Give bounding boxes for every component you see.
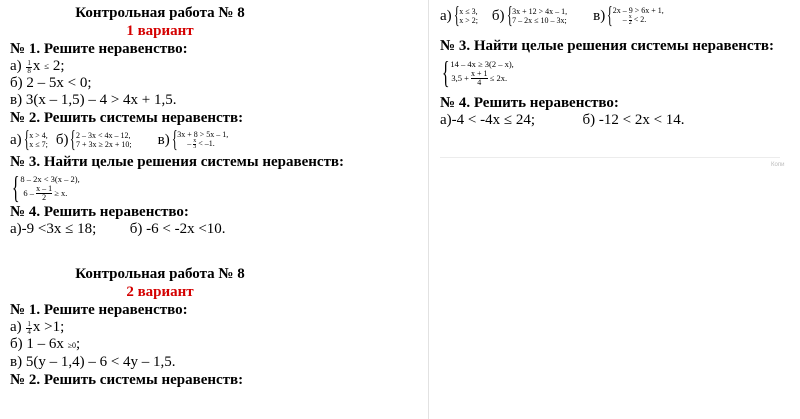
- brace-icon: {: [453, 3, 460, 29]
- v2-task2-c-system: [606, 4, 664, 28]
- v1-task1-a-var: x: [32, 58, 41, 74]
- right-column: [440, 4, 795, 129]
- v2-task1-b: [10, 336, 420, 354]
- v1-task1-b: б) 2 – 5x < 0;: [10, 75, 92, 91]
- v2-task2-b-row2: 7 – 2x ≤ 10 – 3x;: [512, 16, 567, 25]
- v1-task4-heading: № 4. Решить неравенство:: [10, 204, 189, 220]
- v2-task4-heading: № 4. Решить неравенство:: [440, 95, 619, 111]
- v1-task1-a-fraction: [26, 60, 32, 75]
- v2-task2-b-row1: 3x + 12 > 4x – 1,: [512, 7, 568, 16]
- v1-task2-systems: [10, 127, 420, 153]
- v1-task2-b-row1: 2 – 3x < 4x – 12,: [75, 131, 131, 140]
- v2-task1-c: в) 5(y – 1,4) – 6 < 4y – 1,5.: [10, 354, 176, 370]
- frac-denominator: 4: [477, 77, 482, 87]
- expr-prefix: 3,5 +: [451, 72, 469, 83]
- v1-task2-c-row2: [177, 139, 228, 150]
- v2-task1-b-symbol: ≥0: [67, 341, 77, 350]
- v2-task3-heading: № 3. Найти целые решения системы неравенств:: [440, 38, 775, 54]
- frac-denominator: 2: [42, 192, 47, 202]
- v2-task3-row1: 14 – 4x ≥ 3(2 – x),: [450, 58, 514, 69]
- v1-task3-system: [10, 171, 80, 203]
- frac-denominator: 8: [27, 67, 31, 75]
- v2-task3-fraction: [471, 70, 488, 87]
- v2-task2-b-label: б): [491, 7, 505, 24]
- brace-icon: {: [607, 3, 613, 29]
- brace-icon: {: [171, 127, 178, 153]
- v1-task4-a: а)-9 <3x ≤ 18;: [10, 221, 97, 237]
- v2-task1-a: [10, 319, 420, 336]
- v1-task1-a: [10, 58, 420, 75]
- v2-task2-b-system: [506, 4, 568, 28]
- v1-task1-a-rest: 2;: [52, 58, 65, 74]
- v1-task3-fraction: [36, 185, 52, 202]
- v2-task3-system: [440, 56, 514, 88]
- v1-variant-label: 1 вариант: [126, 23, 194, 39]
- v2-task1-b-post: ;: [76, 336, 81, 352]
- v2-variant-label: 2 вариант: [126, 284, 194, 300]
- inequality-rest: ≥ x.: [54, 187, 68, 198]
- minus-sign: –: [622, 15, 627, 24]
- v1-task3-row1: 8 – 2x < 3(x – 2),: [20, 173, 80, 184]
- expr-prefix: 6 –: [23, 187, 34, 198]
- frac-numerator: x + 1: [471, 68, 488, 78]
- v2-task2-a-label: а): [440, 7, 452, 24]
- v2-task3-row2: [450, 70, 513, 87]
- right-column-divider: [440, 157, 780, 158]
- brace-icon: {: [23, 127, 30, 153]
- v2-task1-heading: № 1. Решите неравенство:: [10, 302, 188, 318]
- frac-numerator: 1: [27, 59, 31, 67]
- v2-task4-line: [440, 112, 795, 129]
- v2-task2-c-label: в): [593, 7, 606, 24]
- inequality-rest: ≤ 2x.: [489, 72, 508, 83]
- v2-task1-a-fraction: [26, 321, 32, 336]
- column-divider: [428, 0, 429, 419]
- v1-task2-a-system: [23, 128, 48, 152]
- v2-task2-a-row2: x > 2;: [459, 16, 478, 25]
- inequality-rest: < –1.: [198, 139, 215, 148]
- frac-denominator: 3: [193, 144, 197, 150]
- v1-task3-heading: № 3. Найти целые решения системы неравенств:: [10, 154, 345, 170]
- v2-task2-c-row1: 2x – 9 > 6x + 1,: [612, 6, 664, 15]
- frac-denominator: 2: [628, 20, 632, 26]
- v1-task1-heading: № 1. Решите неравенство:: [10, 41, 188, 57]
- v1-task2-a-label: а): [10, 131, 22, 148]
- brace-icon: {: [11, 169, 20, 205]
- frac-denominator: 4: [27, 328, 31, 336]
- v1-task2-a-row1: x > 4,: [29, 131, 48, 140]
- v2-task3-system-line: [440, 55, 795, 89]
- v1-task4-line: [10, 221, 420, 238]
- v2-task4-b: б) -12 < 2x < 14.: [582, 112, 685, 128]
- v1-task4-b: б) -6 < -2x <10.: [129, 221, 226, 237]
- v2-task1-a-rest: x >1;: [32, 319, 65, 335]
- frac-numerator: x – 1: [36, 183, 53, 193]
- v2-task1-a-prefix: а): [10, 319, 22, 335]
- v1-title: Контрольная работа № 8: [75, 5, 245, 21]
- v2-title: Контрольная работа № 8: [75, 266, 245, 282]
- v1-task2-c-fraction: [193, 139, 196, 150]
- minus-sign: –: [187, 139, 192, 148]
- v1-task2-b-row2: 7 + 3x ≥ 2x + 10;: [75, 140, 132, 149]
- frac-numerator: x: [193, 138, 197, 144]
- v1-task2-a-row2: x ≤ 7;: [29, 140, 48, 149]
- inequality-rest: < 2.: [633, 15, 647, 24]
- brace-icon: {: [70, 127, 77, 153]
- v1-task3-row2: [20, 185, 79, 202]
- v2-task2-heading: № 2. Решить системы неравенств:: [10, 372, 244, 388]
- brace-icon: {: [441, 54, 450, 90]
- brace-icon: {: [506, 3, 513, 29]
- v1-task3-system-line: [10, 171, 420, 203]
- v1-task2-c-row1: 3x + 8 > 5x – 1,: [177, 130, 229, 139]
- frac-numerator: 1: [27, 320, 31, 328]
- v1-task1-a-symbol: ≤: [44, 61, 50, 71]
- v1-task2-heading: № 2. Решить системы неравенств:: [10, 110, 244, 126]
- v1-task2-b-system: [69, 128, 131, 152]
- v2-task2-c-fraction: [629, 15, 632, 26]
- v1-task2-c-label: в): [157, 131, 170, 148]
- frac-numerator: x: [628, 14, 632, 20]
- v1-task2-c-system: [171, 128, 229, 152]
- v2-task1-b-pre: б) 1 – 6x: [10, 336, 64, 352]
- v1-task1-a-prefix: а): [10, 58, 22, 74]
- v2-task2-a-system: [453, 4, 478, 28]
- v2-task2-systems: [440, 2, 795, 30]
- v2-task2-a-row1: x ≤ 3,: [459, 7, 478, 16]
- v2-task2-c-row2: [613, 15, 664, 26]
- v1-task1-c: в) 3(x – 1,5) – 4 > 4x + 1,5.: [10, 92, 177, 108]
- v2-task4-a: а)-4 < -4x ≤ 24;: [440, 112, 536, 128]
- v1-task2-b-label: б): [55, 131, 69, 148]
- watermark-text: Копи: [771, 162, 785, 168]
- left-column: [10, 4, 420, 389]
